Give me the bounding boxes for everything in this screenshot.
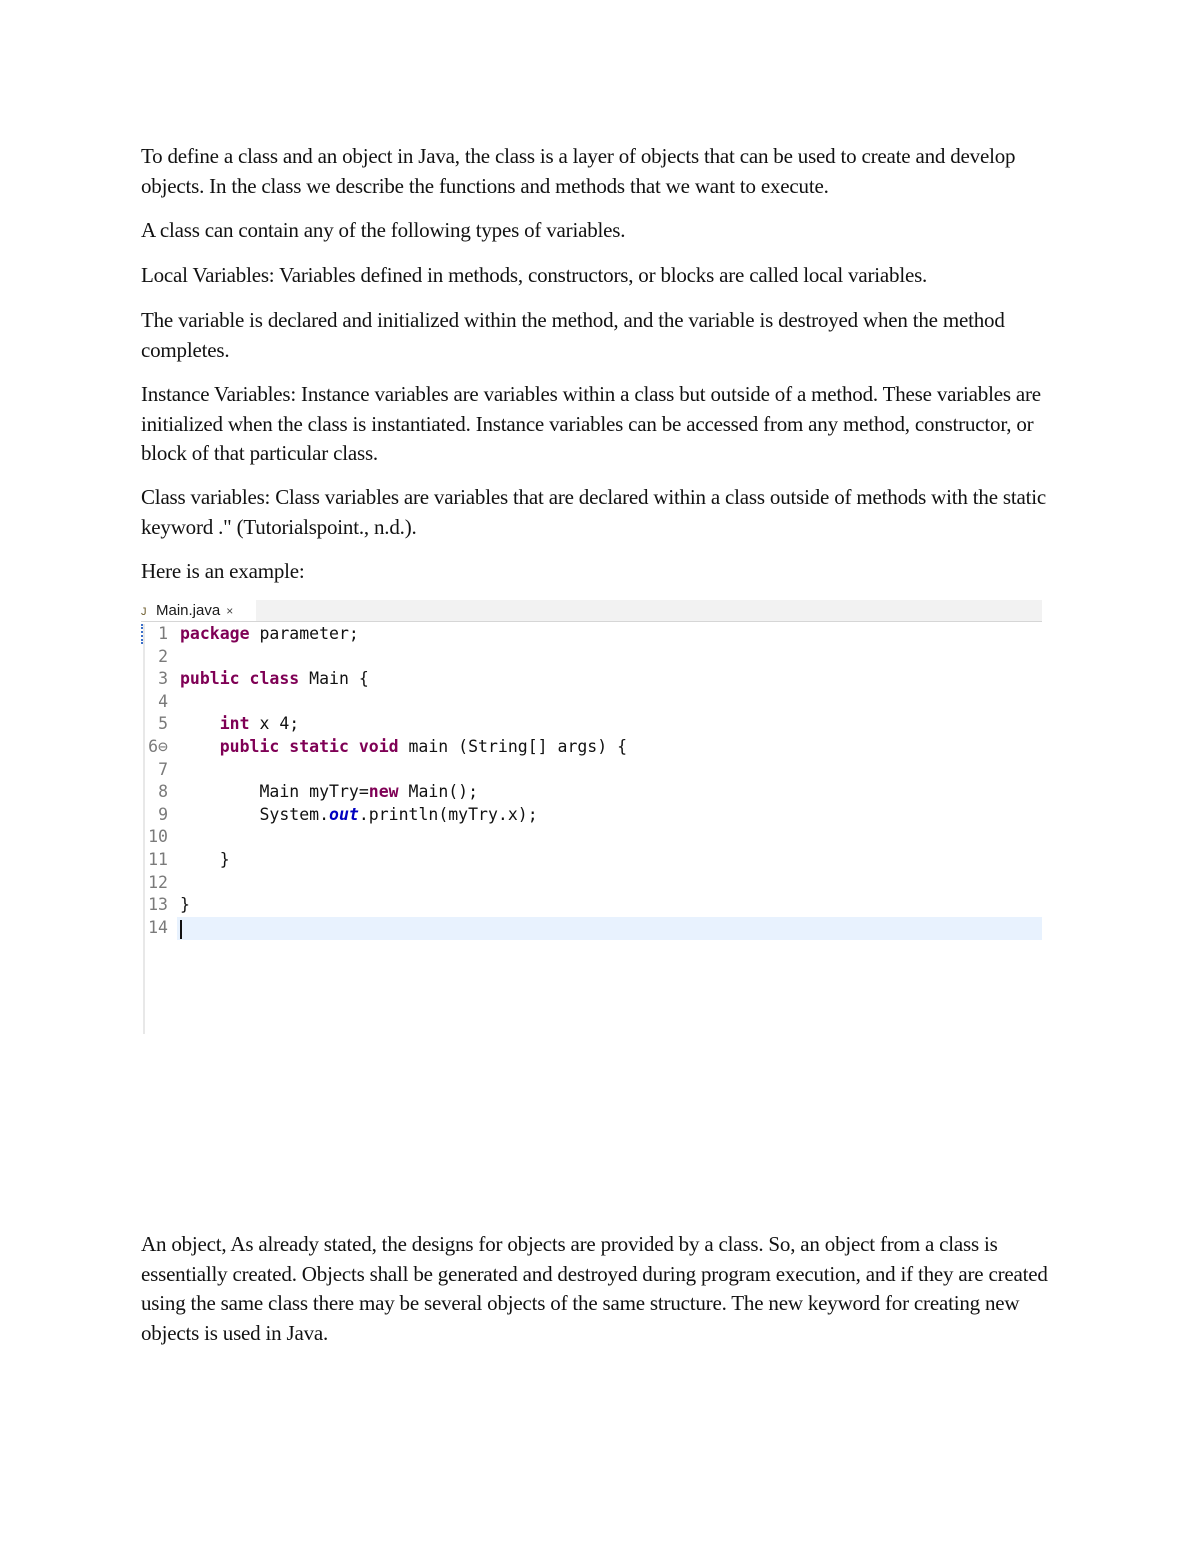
code-keyword: public static void — [219, 737, 399, 756]
line-number: 4 — [158, 691, 168, 711]
code-line — [141, 667, 369, 690]
java-file-icon: J — [141, 606, 147, 618]
code-line — [141, 622, 359, 645]
line-number: 12 — [148, 872, 168, 892]
tab-bar-background — [256, 600, 1042, 621]
code-text: } — [219, 850, 230, 869]
code-keyword: public class — [180, 669, 300, 689]
variable-types-paragraph: A class can contain any of the following types of variables. — [141, 218, 626, 242]
code-text: System.out.println(myTry.x); — [259, 804, 538, 824]
code-line — [141, 893, 190, 916]
code-line — [141, 871, 180, 894]
line-number: 10 — [148, 827, 168, 847]
code-line — [141, 735, 627, 758]
line-number: 8 — [158, 782, 168, 802]
code-line — [141, 758, 180, 781]
code-keyword: package — [180, 624, 250, 643]
code-keyword: new — [368, 782, 399, 802]
code-text: } — [180, 895, 190, 915]
code-line — [141, 645, 180, 668]
line-number: 7 — [158, 759, 168, 779]
line-number: 1 — [158, 624, 168, 643]
current-line-highlight — [177, 917, 1042, 940]
local-variables-detail-paragraph: The variable is declared and initialized within the method, and the variable is destroyed when the method completes. — [141, 308, 1005, 362]
line-number: 13 — [148, 895, 168, 915]
code-text: public class Main { — [180, 669, 369, 689]
instance-variables-paragraph: Instance Variables: Instance variables are variables within a class but outside of a method. These variables are initialized when the class is instantiated. Instance variables can be accessed from any method, constructor, or block of that particular class. — [141, 382, 1041, 465]
line-number: 11 — [148, 850, 168, 869]
example-intro-paragraph: Here is an example: — [141, 559, 305, 583]
code-editor-screenshot — [141, 598, 1042, 1034]
local-variables-paragraph: Local Variables: Variables defined in methods, constructors, or blocks are called local variables. — [141, 263, 928, 287]
code-line — [141, 803, 538, 826]
code-text: Main myTry=new Main(); — [259, 782, 479, 802]
code-line — [141, 916, 180, 939]
close-icon: × — [226, 604, 234, 618]
line-number: 2 — [158, 646, 168, 666]
editor-tab-bar — [141, 600, 1042, 622]
text-cursor — [180, 920, 182, 939]
tab-main-java — [141, 600, 256, 621]
class-variables-paragraph: Class variables: Class variables are variables that are declared within a class outside of methods with the static keyword ." (Tutorialspoint., n.d.). — [141, 485, 1046, 539]
code-line — [141, 780, 478, 803]
tab-label: Main.java — [156, 602, 221, 619]
line-number: 5 — [158, 714, 168, 734]
intro-paragraph: To define a class and an object in Java, the class is a layer of objects that can be used to create and develop objects. In the class we describe the functions and methods that we want to execute. — [141, 144, 1016, 198]
code-text: public static void main (String[] args) { — [219, 737, 628, 756]
code-line — [141, 825, 180, 848]
line-number: 14 — [148, 917, 168, 937]
code-keyword: int — [219, 714, 250, 734]
code-static-field: out — [329, 804, 359, 824]
code-line — [141, 848, 230, 871]
object-paragraph: An object, As already stated, the designs for objects are provided by a class. So, an object from a class is essentially created. Objects shall be generated and destroyed during program execution, and if they are created using the same class there may be several objects of the same structure. The new keyword for creating new objects is used in Java. — [141, 1232, 1048, 1345]
line-number: 6⊖ — [148, 737, 168, 756]
line-number: 3 — [158, 669, 168, 689]
code-text: package parameter; — [180, 624, 359, 643]
code-text: int x 4; — [219, 714, 300, 734]
code-line — [141, 712, 299, 735]
line-number: 9 — [158, 804, 168, 824]
code-line — [141, 690, 180, 713]
